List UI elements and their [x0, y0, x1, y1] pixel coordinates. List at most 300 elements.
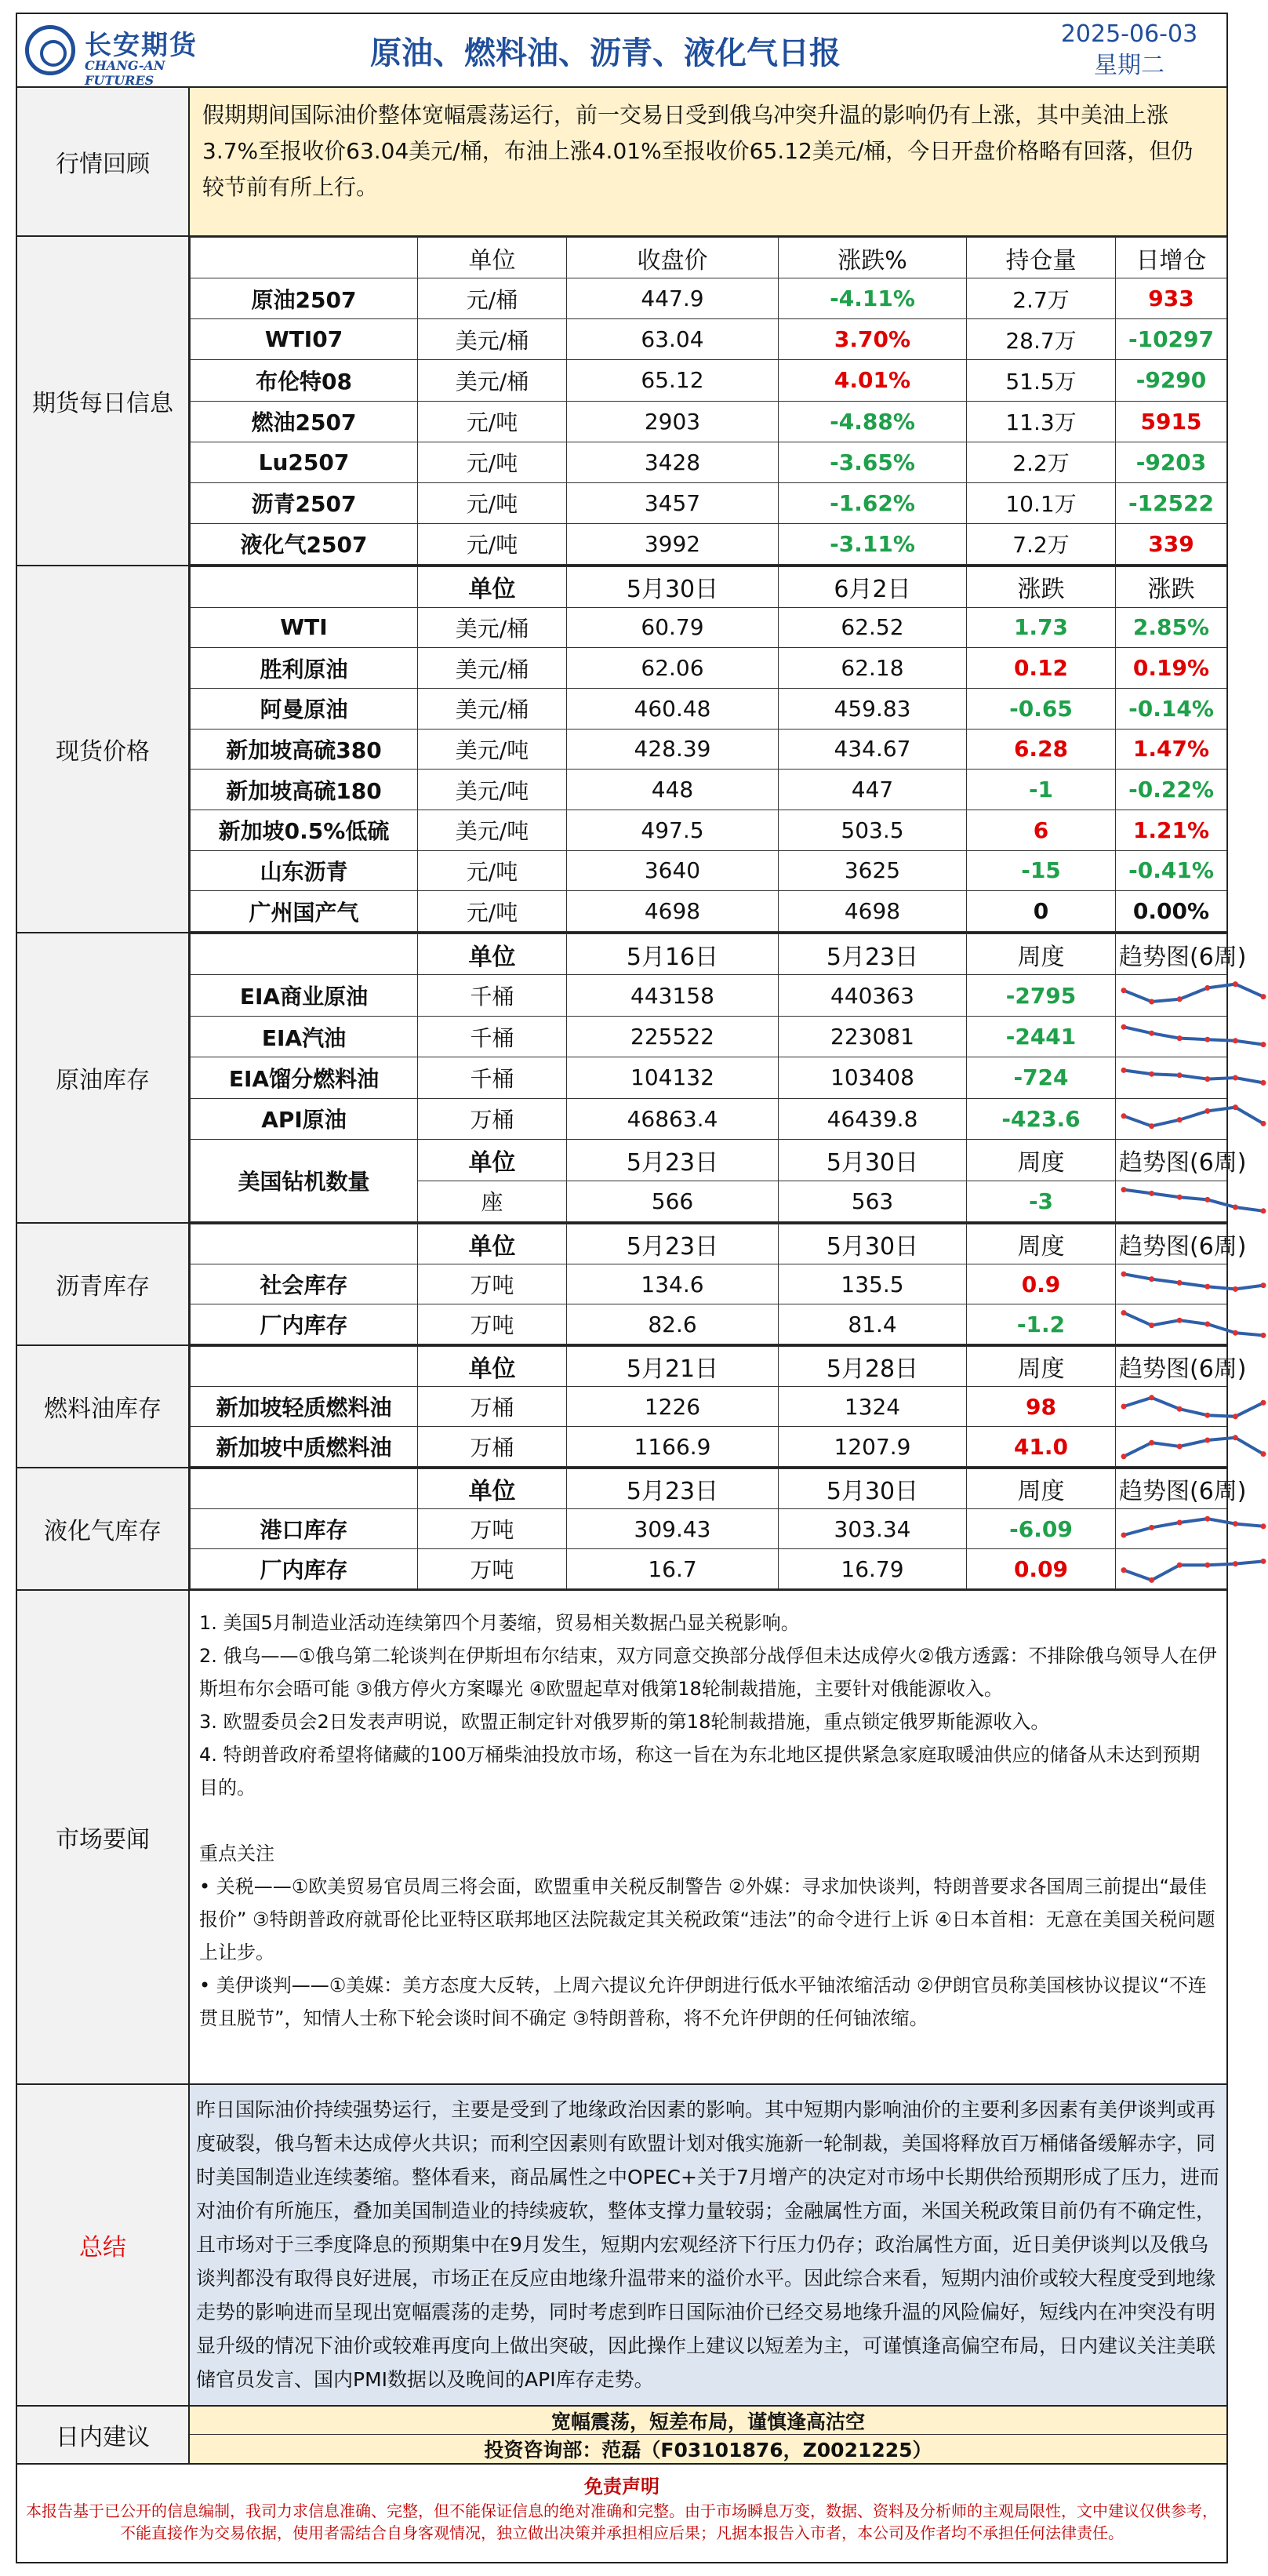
- section-label: 燃料油库存: [17, 1346, 190, 1467]
- crude-inventory-table: [190, 933, 1247, 1222]
- column-header: 周度: [967, 934, 1116, 975]
- trend-point: [1233, 1104, 1238, 1110]
- inventory-name: 厂内库存: [191, 1549, 418, 1589]
- column-header: 单位: [418, 934, 567, 975]
- section-label: 液化气库存: [17, 1468, 190, 1589]
- trend-point: [1261, 1559, 1266, 1564]
- unit: 万吨: [418, 1304, 567, 1344]
- column-header: 6月2日: [779, 567, 967, 608]
- unit: 千桶: [418, 1016, 567, 1057]
- open-interest: 10.1万: [967, 482, 1116, 523]
- trend-point: [1233, 1521, 1238, 1526]
- weekly-change: 0.09: [967, 1549, 1116, 1589]
- column-header: 5月30日: [779, 1140, 967, 1181]
- trend-point: [1177, 1072, 1183, 1078]
- table-row: [191, 442, 1227, 482]
- unit: 元/吨: [418, 523, 567, 564]
- logo-en-text: CHANG-AN FUTURES: [85, 58, 165, 88]
- value-curr: 103408: [779, 1057, 967, 1098]
- report-date: [1051, 19, 1208, 82]
- column-header: 单位: [418, 1224, 567, 1264]
- column-header: 周度: [967, 1347, 1116, 1387]
- trend-sparkline: [1119, 1268, 1268, 1300]
- trend-point: [1177, 1195, 1183, 1200]
- value-curr: 1207.9: [779, 1427, 967, 1467]
- trend-line: [1124, 1274, 1263, 1289]
- price-prev: 448: [567, 770, 779, 810]
- trend-point: [1121, 1404, 1127, 1410]
- trend-point: [1261, 994, 1266, 999]
- unit: 千桶: [418, 975, 567, 1016]
- unit: 元/吨: [418, 850, 567, 891]
- asphalt-inventory-table: [190, 1224, 1247, 1344]
- open-interest: 28.7万: [967, 319, 1116, 360]
- trend-point: [1233, 1435, 1238, 1440]
- weekly-change: -3: [967, 1181, 1116, 1221]
- trend-cell: [1116, 975, 1227, 1016]
- close-price: 65.12: [567, 360, 779, 401]
- table-row: [191, 278, 1227, 319]
- spacer: [199, 1804, 1217, 1837]
- table-row: [191, 729, 1227, 770]
- daily-oi-change: 339: [1116, 523, 1227, 564]
- price-prev: 497.5: [567, 810, 779, 850]
- unit: 元/桶: [418, 278, 567, 319]
- change-pct: 3.70%: [779, 319, 967, 360]
- trend-point: [1177, 996, 1183, 1002]
- trend-point: [1261, 1451, 1266, 1457]
- rig-header-row: [191, 1140, 1227, 1181]
- price-curr: 62.18: [779, 648, 967, 689]
- inventory-name: 厂内库存: [191, 1304, 418, 1344]
- value-curr: 1324: [779, 1387, 967, 1427]
- contract-name: 沥青2507: [191, 482, 418, 523]
- column-header: 涨跌: [967, 567, 1116, 608]
- table-row: [191, 607, 1227, 648]
- spot-name: WTI: [191, 607, 418, 648]
- trend-line: [1124, 1519, 1263, 1535]
- lpg-inventory-table-wrap: [190, 1468, 1247, 1589]
- value-prev: 134.6: [567, 1264, 779, 1304]
- price-prev: 460.48: [567, 688, 779, 729]
- change: 0: [967, 891, 1116, 932]
- trend-point: [1204, 1036, 1210, 1042]
- change-pct: -3.11%: [779, 523, 967, 564]
- value-prev: 104132: [567, 1057, 779, 1098]
- change: -15: [967, 850, 1116, 891]
- table-row: [191, 648, 1227, 689]
- open-interest: 7.2万: [967, 523, 1116, 564]
- logo-cn-text: 长安期货: [85, 30, 198, 61]
- close-price: 3457: [567, 482, 779, 523]
- column-header: 5月23日: [567, 1469, 779, 1509]
- column-header: 趋势图(6周): [1116, 1140, 1227, 1181]
- contract-name: 布伦特08: [191, 360, 418, 401]
- open-interest: 11.3万: [967, 401, 1116, 442]
- trend-point: [1204, 1284, 1210, 1290]
- trend-line: [1124, 1398, 1263, 1417]
- spot-name: 阿曼原油: [191, 688, 418, 729]
- inventory-name: API原油: [191, 1098, 418, 1139]
- value-prev: 1226: [567, 1387, 779, 1427]
- trend-line: [1124, 1190, 1263, 1211]
- trend-sparkline: [1119, 1308, 1268, 1340]
- summary-section: [17, 2085, 1226, 2407]
- value-curr: 563: [779, 1181, 967, 1221]
- column-header: 5月28日: [779, 1347, 967, 1387]
- report-page: [16, 13, 1247, 2563]
- unit: 万桶: [418, 1098, 567, 1139]
- price-prev: 62.06: [567, 648, 779, 689]
- trend-point: [1121, 1187, 1127, 1192]
- daily-oi-change: -10297: [1116, 319, 1227, 360]
- value-curr: 81.4: [779, 1304, 967, 1344]
- inventory-name: 新加坡轻质燃料油: [191, 1387, 418, 1427]
- unit: 千桶: [418, 1057, 567, 1098]
- price-prev: 4698: [567, 891, 779, 932]
- trend-point: [1233, 1038, 1238, 1043]
- weekly-change: -724: [967, 1057, 1116, 1098]
- summary-text: 昨日国际油价持续强势运行，主要是受到了地缘政治因素的影响。其中短期内影响油价的主要利多因素有美伊谈判或再度破裂，俄乌暂未达成停火共识；而利空因素则有欧盟计划对俄实施新一轮制裁，美国将释放百万桶储备缓解赤字，同时美国制造业连续萎缩。整体看来，商品属性之中OPEC+关于7月增产的决定对市场中长期供给预期形成了压力，进而对油价有所施压，叠加美国制造业的持续疲软，整体支撑力量较弱；金融属性方面，米国关税政策目前仍有不确定性，且市场对于三季度降息的预期集中在9月发生，短期内宏观经济下行压力仍存；政治属性方面，近日美伊谈判以及俄乌谈判都没有取得良好进展，市场正在反应由地缘升温带来的溢价水平。因此综合来看，短期内油价或较大程度受到地缘走势的影响进而呈现出宽幅震荡的走势，同时考虑到昨日国际油价已经交易地缘升温的风险偏好，短线内在冲突没有明显升级的情况下油价或较难再度向上做出突破，因此操作上建议以短差为主，可谨慎逢高偏空布局，日内建议关注美联储官员发言、国内PMI数据以及晚间的API库存走势。: [190, 2085, 1226, 2405]
- price-curr: 434.67: [779, 729, 967, 770]
- trend-line: [1124, 984, 1263, 1002]
- trend-point: [1149, 1577, 1154, 1583]
- column-header: 单位: [418, 567, 567, 608]
- spot-section: [17, 566, 1226, 933]
- asphalt-inventory-table-wrap: [190, 1224, 1247, 1344]
- weekly-change: 41.0: [967, 1427, 1116, 1467]
- trend-point: [1204, 1076, 1210, 1082]
- section-label: 现货价格: [17, 566, 190, 932]
- trend-cell: [1116, 1549, 1227, 1589]
- change-pct: -1.62%: [779, 482, 967, 523]
- trend-cell: [1116, 1181, 1227, 1221]
- trend-point: [1121, 1454, 1127, 1459]
- trend-point: [1121, 1272, 1127, 1277]
- trend-cell: [1116, 1304, 1227, 1344]
- close-price: 3992: [567, 523, 779, 564]
- advice-author: 投资咨询部：范磊（F03101876，Z0021225）: [190, 2435, 1226, 2463]
- column-header: 涨跌: [1116, 567, 1227, 608]
- spot-name: 山东沥青: [191, 850, 418, 891]
- trend-point: [1261, 1042, 1266, 1047]
- trend-point: [1177, 1520, 1183, 1526]
- change-pct: -3.65%: [779, 442, 967, 482]
- value-curr: 223081: [779, 1016, 967, 1057]
- trend-point: [1177, 1318, 1183, 1323]
- disclaimer-text: 本报告基于已公开的信息编制，我司力求信息准确、完整，但不能保证信息的绝对准确和完整。由于市场瞬息万变，数据、资料及分析师的主观局限性，文中建议仅供参考，不能直接作为交易依据，使用者需结合自身客观情况，独立做出决策并承担相应后果；凡据本报告入市者，本公司及作者均不承担任何法律责任。: [26, 2501, 1218, 2542]
- table-row: [191, 401, 1227, 442]
- spot-table: [190, 566, 1227, 932]
- change-pct: 2.85%: [1116, 607, 1227, 648]
- price-prev: 3640: [567, 850, 779, 891]
- trend-point: [1149, 1323, 1154, 1328]
- rig-count-name: 美国钻机数量: [191, 1140, 418, 1222]
- column-header: 单位: [418, 238, 567, 278]
- spot-name: 新加坡0.5%低硫: [191, 810, 418, 850]
- weekly-change: -2441: [967, 1016, 1116, 1057]
- column-header: 趋势图(6周): [1116, 1224, 1227, 1264]
- table-row: [191, 850, 1227, 891]
- trend-sparkline: [1119, 1062, 1268, 1093]
- section-label: 日内建议: [17, 2407, 190, 2463]
- trend-point: [1121, 1024, 1127, 1029]
- open-interest: 2.2万: [967, 442, 1116, 482]
- trend-sparkline: [1119, 1553, 1268, 1585]
- change-pct: -4.88%: [779, 401, 967, 442]
- weekly-change: 0.9: [967, 1264, 1116, 1304]
- news-body: [190, 1591, 1226, 2083]
- market-review-section: [17, 88, 1226, 237]
- inventory-name: EIA汽油: [191, 1016, 418, 1057]
- logo-emblem-icon: [25, 25, 75, 75]
- news-item: 2. 俄乌——①俄乌第二轮谈判在伊斯坦布尔结束，双方同意交换部分战俘但未达成停火②俄方透露：不排除俄乌领导人在伊斯坦布尔会晤可能 ③俄方停火方案曝光 ④欧盟起草对俄第18轮制裁措施，主要针对俄能源收入。: [199, 1645, 1217, 1700]
- table-row: [191, 1304, 1227, 1344]
- table-row: [191, 770, 1227, 810]
- table-row: [191, 1098, 1227, 1139]
- trend-point: [1204, 1322, 1210, 1327]
- fuel-inventory-section: [17, 1346, 1247, 1468]
- trend-point: [1261, 1080, 1266, 1086]
- column-header: 趋势图(6周): [1116, 1469, 1227, 1509]
- trend-line: [1124, 1027, 1263, 1044]
- daily-oi-change: -9290: [1116, 360, 1227, 401]
- column-header: 5月23日: [779, 934, 967, 975]
- trend-cell: [1116, 1264, 1227, 1304]
- table-header-row: [191, 567, 1227, 608]
- table-row: [191, 1549, 1227, 1589]
- trend-point: [1149, 1440, 1154, 1446]
- unit: 座: [418, 1181, 567, 1221]
- column-header: 趋势图(6周): [1116, 934, 1227, 975]
- spot-name: 新加坡高硫180: [191, 770, 418, 810]
- unit: 美元/桶: [418, 688, 567, 729]
- trend-point: [1261, 1283, 1266, 1288]
- change-pct: 4.01%: [779, 360, 967, 401]
- trend-point: [1149, 1191, 1154, 1196]
- price-prev: 428.39: [567, 729, 779, 770]
- date-text: 2025-06-03: [1060, 20, 1198, 48]
- column-header: 收盘价: [567, 238, 779, 278]
- inventory-name: EIA馏分燃料油: [191, 1057, 418, 1098]
- change-pct: 1.47%: [1116, 729, 1227, 770]
- trend-sparkline: [1119, 1021, 1268, 1053]
- value-prev: 566: [567, 1181, 779, 1221]
- trend-sparkline: [1119, 1513, 1268, 1545]
- change-pct: -4.11%: [779, 278, 967, 319]
- trend-sparkline: [1119, 1431, 1268, 1462]
- column-header: 5月16日: [567, 934, 779, 975]
- column-header: 周度: [967, 1140, 1116, 1181]
- trend-point: [1149, 1395, 1154, 1400]
- value-prev: 1166.9: [567, 1427, 779, 1467]
- trend-point: [1149, 1072, 1154, 1077]
- disclaimer-title: 免责声明: [584, 2475, 659, 2498]
- column-header: 单位: [418, 1469, 567, 1509]
- trend-point: [1177, 1444, 1183, 1450]
- table-row: [191, 1509, 1227, 1549]
- trend-cell: [1116, 1427, 1227, 1467]
- value-prev: 309.43: [567, 1509, 779, 1549]
- trend-cell: [1116, 1387, 1227, 1427]
- price-curr: 4698: [779, 891, 967, 932]
- trend-point: [1149, 1123, 1154, 1129]
- inventory-name: 社会库存: [191, 1264, 418, 1304]
- trend-point: [1204, 1438, 1210, 1443]
- table-row: [191, 482, 1227, 523]
- trend-point: [1233, 1414, 1238, 1419]
- change: 0.12: [967, 648, 1116, 689]
- trend-point: [1121, 1114, 1127, 1119]
- inventory-name: 港口库存: [191, 1509, 418, 1549]
- value-curr: 46439.8: [779, 1098, 967, 1139]
- trend-point: [1121, 988, 1127, 993]
- trend-sparkline: [1119, 1185, 1268, 1217]
- trend-point: [1204, 1516, 1210, 1522]
- contract-name: 燃油2507: [191, 401, 418, 442]
- trend-line: [1124, 1561, 1263, 1580]
- lpg-inventory-section: [17, 1468, 1247, 1591]
- review-body: [190, 88, 1226, 235]
- table-row: [191, 360, 1227, 401]
- report-title: 原油、燃料油、沥青、液化气日报: [370, 35, 841, 71]
- trend-point: [1121, 1533, 1127, 1538]
- focus-title: 重点关注: [199, 1843, 274, 1865]
- trend-point: [1261, 1121, 1266, 1126]
- news-item: 4. 特朗普政府希望将储藏的100万桶柴油投放市场，称这一旨在为东北地区提供紧急家庭取暖油供应的储备从未达到预期目的。: [199, 1744, 1201, 1799]
- inventory-name: EIA商业原油: [191, 975, 418, 1016]
- focus-item: • 美伊谈判——①美媒：美方态度大反转，上周六提议允许伊朗进行低水平铀浓缩活动 ②伊朗官员称美国核协议提议“不连贯且脱节”，知情人士称下轮会谈时间不确定 ③特朗普称，将不允许伊朗的任何铀浓缩。: [199, 1974, 1207, 2029]
- close-price: 3428: [567, 442, 779, 482]
- trend-line: [1124, 1438, 1263, 1457]
- trend-point: [1233, 1075, 1238, 1080]
- trend-point: [1233, 981, 1238, 987]
- value-prev: 82.6: [567, 1304, 779, 1344]
- table-header-row: [191, 1224, 1227, 1264]
- trend-cell: [1116, 1057, 1227, 1098]
- table-header-row: [191, 1469, 1227, 1509]
- daily-oi-change: -12522: [1116, 482, 1227, 523]
- inventory-name: 新加坡中质燃料油: [191, 1427, 418, 1467]
- unit: 美元/桶: [418, 648, 567, 689]
- unit: 万吨: [418, 1549, 567, 1589]
- trend-point: [1149, 1030, 1154, 1035]
- table-row: [191, 1057, 1227, 1098]
- trend-point: [1149, 1276, 1154, 1282]
- unit: 万桶: [418, 1427, 567, 1467]
- trend-point: [1204, 1108, 1210, 1114]
- trend-point: [1121, 1068, 1127, 1073]
- review-text: 假期期间国际油价整体宽幅震荡运行，前一交易日受到俄乌冲突升温的影响仍有上涨，其中美油上涨3.7%至报收价63.04美元/桶，布油上涨4.01%至报收价65.12美元/桶，今日开盘价格略有回落，但仍较节前有所上行。: [202, 102, 1194, 200]
- weekly-change: -1.2: [967, 1304, 1116, 1344]
- column-header: 5月21日: [567, 1347, 779, 1387]
- table-row: [191, 1427, 1227, 1467]
- value-prev: 46863.4: [567, 1098, 779, 1139]
- trend-sparkline: [1119, 1391, 1268, 1422]
- open-interest: 51.5万: [967, 360, 1116, 401]
- daily-oi-change: 5915: [1116, 401, 1227, 442]
- asphalt-inventory-section: [17, 1224, 1247, 1346]
- column-header: 5月30日: [779, 1224, 967, 1264]
- section-label: 期货每日信息: [17, 237, 190, 565]
- trend-point: [1177, 1035, 1183, 1041]
- column-header: 5月30日: [779, 1469, 967, 1509]
- price-curr: 447: [779, 770, 967, 810]
- change-pct: 1.21%: [1116, 810, 1227, 850]
- trend-point: [1233, 1330, 1238, 1336]
- intraday-advice-section: [17, 2407, 1226, 2465]
- trend-point: [1204, 1413, 1210, 1418]
- column-header: 持仓量: [967, 238, 1116, 278]
- value-curr: 16.79: [779, 1549, 967, 1589]
- contract-name: WTI07: [191, 319, 418, 360]
- unit: 元/吨: [418, 442, 567, 482]
- value-curr: 303.34: [779, 1509, 967, 1549]
- trend-point: [1261, 1523, 1266, 1529]
- news-item: 1. 美国5月制造业活动连续第四个月萎缩，贸易相关数据凸显关税影响。: [199, 1612, 800, 1634]
- spot-name: 广州国产气: [191, 891, 418, 932]
- trend-point: [1177, 1563, 1183, 1568]
- value-curr: 440363: [779, 975, 967, 1016]
- futures-table: [190, 237, 1227, 565]
- price-prev: 60.79: [567, 607, 779, 648]
- column-header: [191, 1347, 418, 1387]
- trend-point: [1233, 1561, 1238, 1566]
- disclaimer: [17, 2466, 1226, 2563]
- column-header: 单位: [418, 1347, 567, 1387]
- column-header: 周度: [967, 1469, 1116, 1509]
- unit: 美元/桶: [418, 360, 567, 401]
- open-interest: 2.7万: [967, 278, 1116, 319]
- spot-table-wrap: [190, 566, 1226, 932]
- unit: 美元/吨: [418, 810, 567, 850]
- price-curr: 459.83: [779, 688, 967, 729]
- weekly-change: -2795: [967, 975, 1116, 1016]
- unit: 万吨: [418, 1264, 567, 1304]
- table-row: [191, 1387, 1227, 1427]
- trend-point: [1149, 1525, 1154, 1530]
- column-header: [191, 1469, 418, 1509]
- price-curr: 3625: [779, 850, 967, 891]
- unit: 万桶: [418, 1387, 567, 1427]
- column-header: 5月30日: [567, 567, 779, 608]
- news-item: 3. 欧盟委员会2日发表声明说，欧盟正制定针对俄罗斯的第18轮制裁措施，重点锁定俄罗斯能源收入。: [199, 1711, 1050, 1733]
- change: 6.28: [967, 729, 1116, 770]
- column-header: 涨跌%: [779, 238, 967, 278]
- table-row: [191, 810, 1227, 850]
- table-row: [191, 1264, 1227, 1304]
- section-label: 原油库存: [17, 933, 190, 1222]
- focus-item: • 关税——①欧美贸易官员周三将会面，欧盟重申关税反制警告 ②外媒：寻求加快谈判，特朗普要求各国周三前提出“最佳报价” ③特朗普政府就哥伦比亚特区联邦地区法院裁定其关税政策“违法”的命令进行上诉 ④日本首相：无意在美国关税问题上让步。: [199, 1876, 1215, 1963]
- trend-point: [1204, 1197, 1210, 1202]
- section-label: 行情回顾: [17, 88, 190, 235]
- change-pct: 0.00%: [1116, 891, 1227, 932]
- trend-point: [1177, 1117, 1183, 1122]
- table-row: [191, 688, 1227, 729]
- column-header: [191, 238, 418, 278]
- trend-point: [1204, 1563, 1210, 1568]
- column-header: 趋势图(6周): [1116, 1347, 1227, 1387]
- trend-point: [1261, 1333, 1266, 1338]
- trend-point: [1233, 1205, 1238, 1210]
- fuel-inventory-table-wrap: [190, 1346, 1247, 1467]
- close-price: 63.04: [567, 319, 779, 360]
- change: 1.73: [967, 607, 1116, 648]
- unit: 美元/桶: [418, 607, 567, 648]
- section-label: 总结: [17, 2085, 190, 2405]
- fuel-inventory-table: [190, 1346, 1247, 1467]
- column-header: [191, 1224, 418, 1264]
